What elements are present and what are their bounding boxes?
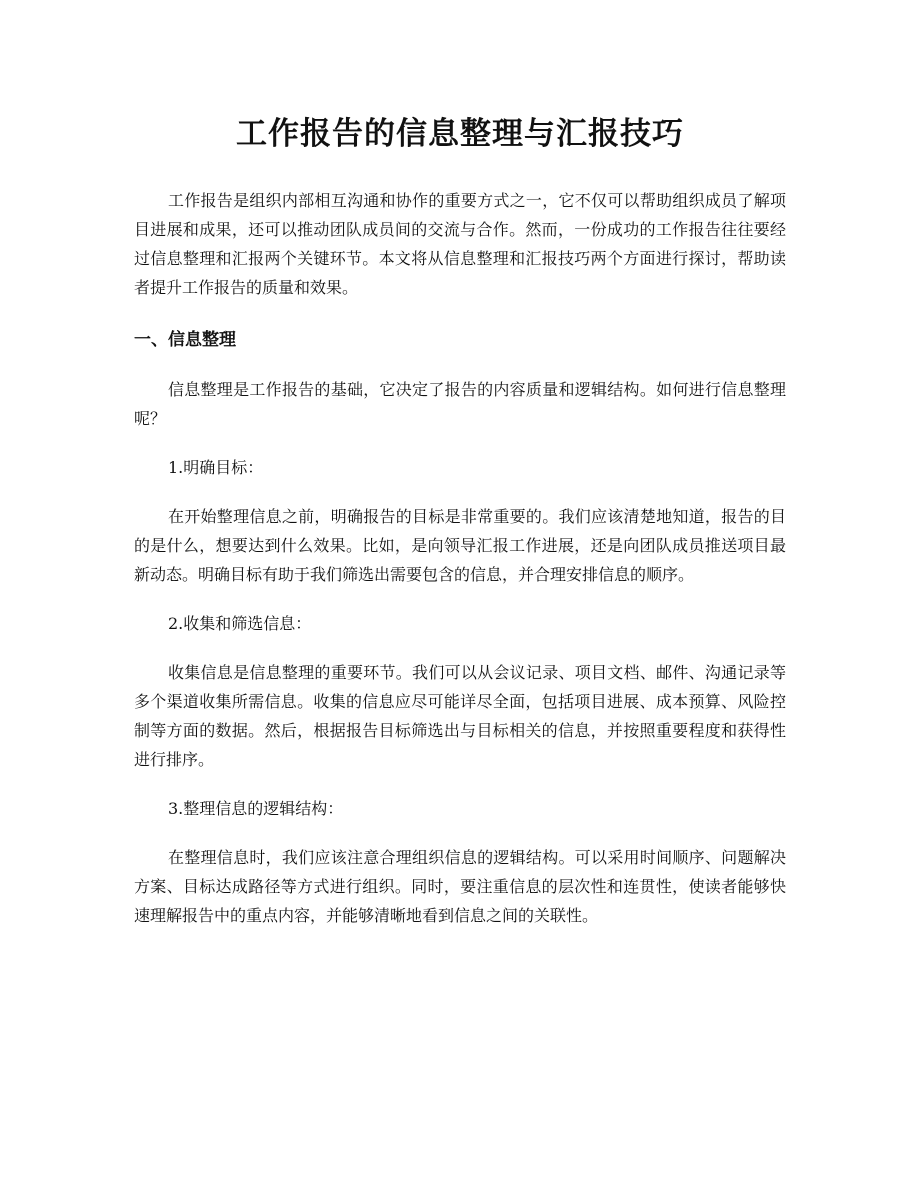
section-heading: 一、信息整理 — [134, 330, 236, 350]
item-label-3: 3.整理信息的逻辑结构： — [168, 799, 344, 818]
item-paragraph-3: 在整理信息时，我们应该注意合理组织信息的逻辑结构。可以采用时间顺序、问题解决方案、目标达成路径等方式进行组织。同时，要注重信息的层次性和连贯性，使读者能够快速理解报告中的重点内容，并能够清晰地看到信息之间的关联性。 — [134, 848, 786, 925]
intro-paragraph: 工作报告是组织内部相互沟通和协作的重要方式之一，它不仅可以帮助组织成员了解项目进展和成果，还可以推动团队成员间的交流与合作。然而，一份成功的工作报告往往要经过信息整理和汇报两个关键环节。本文将从信息整理和汇报技巧两个方面进行探讨，帮助读者提升工作报告的质量和效果。 — [134, 191, 786, 297]
section-intro-paragraph: 信息整理是工作报告的基础，它决定了报告的内容质量和逻辑结构。如何进行信息整理呢？ — [134, 380, 786, 428]
item-paragraph-2: 收集信息是信息整理的重要环节。我们可以从会议记录、项目文档、邮件、沟通记录等多个渠道收集所需信息。收集的信息应尽可能详尽全面，包括项目进展、成本预算、风险控制等方面的数据。然后，根据报告目标筛选出与目标相关的信息，并按照重要程度和获得性进行排序。 — [134, 663, 786, 769]
item-paragraph-1: 在开始整理信息之前，明确报告的目标是非常重要的。我们应该清楚地知道，报告的目的是什么，想要达到什么效果。比如，是向领导汇报工作进展，还是向团队成员推送项目最新动态。明确目标有助于我们筛选出需要包含的信息，并合理安排信息的顺序。 — [134, 507, 786, 584]
document-body — [134, 186, 786, 930]
item-label-1: 1.明确目标： — [168, 458, 264, 477]
page-title: 工作报告的信息整理与汇报技巧 — [236, 116, 684, 152]
item-label-2: 2.收集和筛选信息： — [168, 614, 312, 633]
